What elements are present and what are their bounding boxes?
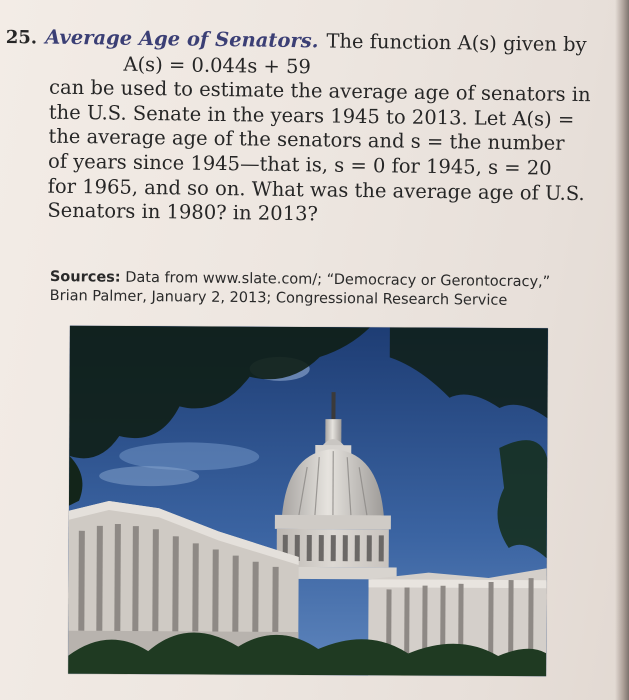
- problem-title: Average Age of Senators.: [45, 25, 319, 53]
- sources-text-1: Data from www.slate.com/; “Democracy or Gerontocracy,”: [125, 269, 551, 291]
- sources-note: [50, 268, 610, 312]
- problem-number: 25.: [5, 26, 38, 49]
- problem-line-3: the average age of the senators and s = the number: [48, 124, 565, 156]
- problem-intro: The function A(s) given by: [326, 29, 587, 57]
- problem-line-1: can be used to estimate the average age of senators in: [48, 75, 591, 107]
- problem-25: [3, 25, 591, 231]
- capitol-photo: [68, 326, 548, 676]
- problem-line-4: of years since 1945—that is, s = 0 for 1945, s = 20: [47, 149, 552, 180]
- problem-line-2: the U.S. Senate in the years 1945 to 2013. Let A(s) =: [48, 100, 575, 131]
- sources-label: Sources:: [49, 268, 121, 286]
- page-edge-shadow: [615, 0, 629, 700]
- problem-line-5: for 1965, and so on. What was the average age of U.S.: [47, 174, 585, 205]
- sources-line-2: Brian Palmer, January 2, 2013; Congressional Research Service: [49, 287, 508, 309]
- problem-line-6: Senators in 1980? in 2013?: [47, 198, 319, 226]
- formula: A(s) = 0.044s + 59: [123, 52, 312, 78]
